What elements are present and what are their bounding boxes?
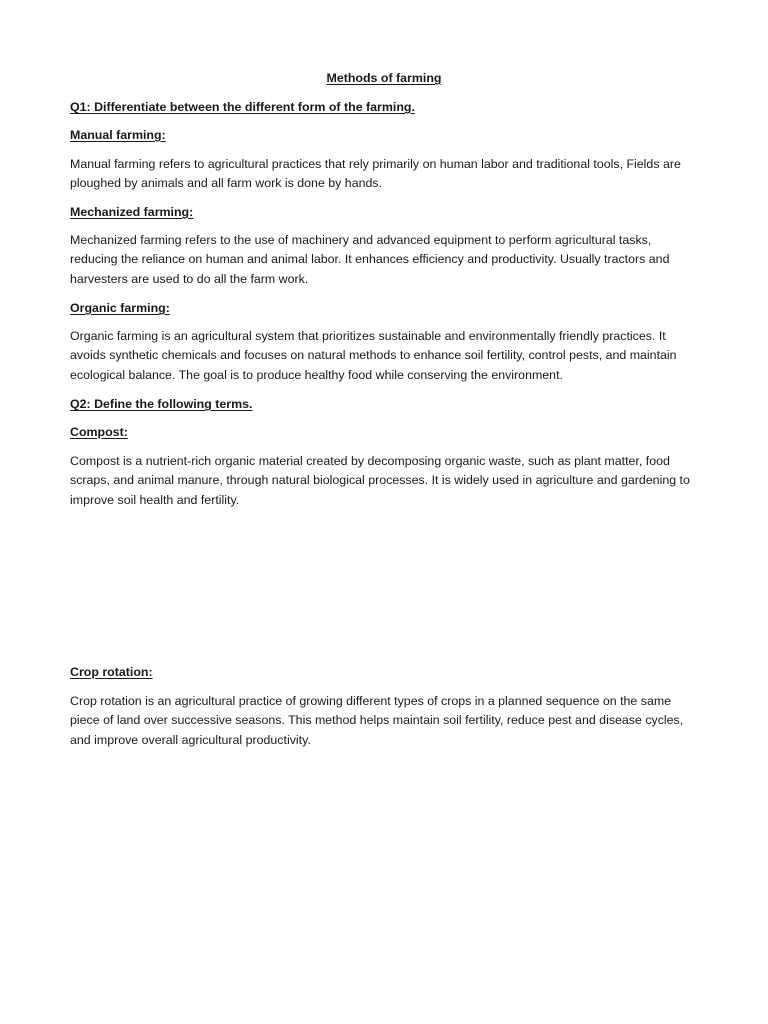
manual-farming-heading: Manual farming: bbox=[70, 128, 166, 142]
crop-rotation-text: Crop rotation is an agricultural practice of growing different types of crops in a planned sequence on the same piece of land over successive seasons. This method helps maintain soil fertility, reduce pest and disease cycles, and improve overall agricultural productivity. bbox=[70, 694, 684, 747]
document-title: Methods of farming bbox=[326, 71, 442, 85]
mechanized-farming-text: Mechanized farming refers to the use of machinery and advanced equipment to perform agricultural tasks, reducing the reliance on human and animal labor. It enhances efficiency and productivity. Usually tractors and harvesters are used to do all the farm work. bbox=[70, 233, 670, 286]
compost-heading: Compost: bbox=[70, 425, 128, 439]
question-1-heading: Q1: Differentiate between the different form of the farming. bbox=[70, 100, 415, 114]
crop-rotation-heading: Crop rotation: bbox=[70, 665, 153, 679]
question-2-heading: Q2: Define the following terms. bbox=[70, 397, 253, 411]
compost-text: Compost is a nutrient-rich organic material created by decomposing organic waste, such as plant matter, food scraps, and animal manure, through natural biological processes. It is widely used in agriculture and gardening to improve soil health and fertility. bbox=[70, 454, 690, 507]
mechanized-farming-heading: Mechanized farming: bbox=[70, 205, 194, 219]
organic-farming-heading: Organic farming: bbox=[70, 301, 170, 315]
manual-farming-text: Manual farming refers to agricultural practices that rely primarily on human labor and traditional tools, Fields are ploughed by animals and all farm work is done by hands. bbox=[70, 157, 681, 191]
organic-farming-text: Organic farming is an agricultural system that prioritizes sustainable and environmentally friendly practices. It avoids synthetic chemicals and focuses on natural methods to enhance soil fertility, control pests, and maintain ecological balance. The goal is to produce healthy food while conserving the environment. bbox=[70, 329, 677, 382]
